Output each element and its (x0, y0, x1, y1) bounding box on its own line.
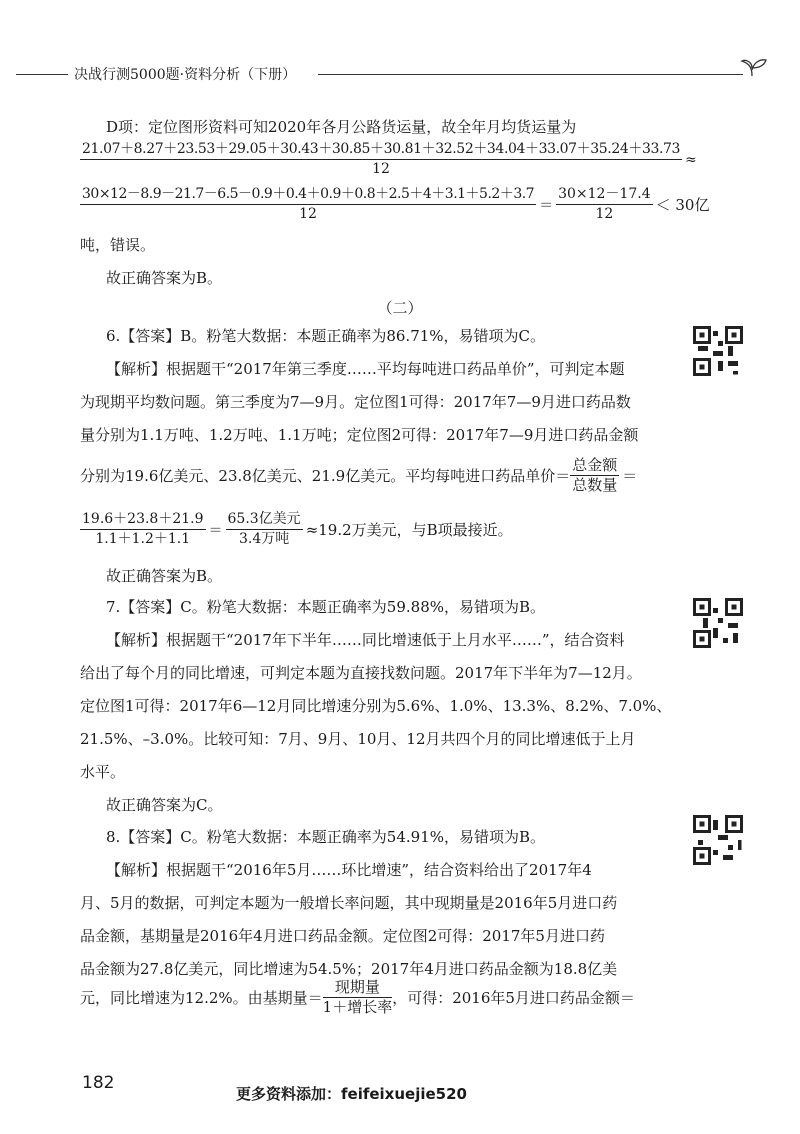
section-heading: （二） (377, 299, 423, 317)
qr-code-q7[interactable] (693, 598, 743, 648)
d-fraction-2 (80, 185, 536, 224)
running-header (16, 62, 756, 86)
d-fraction-1 (80, 140, 682, 179)
d-tail: 吨，错误。 (80, 236, 156, 254)
d-fraction-2-num: 30×12－8.9－21.7－6.5－0.9＋0.4＋0.9＋0.8＋2.5＋4＋3.1＋5.2＋3.7 (80, 185, 536, 205)
d-intro: D项：定位图形资料可知2020年各月公路货运量，故全年月均货运量为 (106, 118, 577, 136)
q8-line-1: 【解析】根据题干“2016年5月……环比增速”，结合资料给出了2017年4 (106, 861, 592, 879)
qr-code-icon (693, 326, 743, 376)
q6-fraction-a-den: 1.1＋1.2＋1.1 (95, 531, 191, 547)
q8-line-5-pre: 元，同比增速为12.2%。由基期量＝ (80, 989, 323, 1007)
q6-fraction-b-num: 65.3亿美元 (226, 510, 303, 530)
q7-conclusion: 故正确答案为C。 (106, 796, 223, 814)
q6-line-2: 为现期平均数问题。第三季度为7—9月。定位图1可得：2017年7—9月进口药品数 (80, 393, 631, 411)
d-fraction-3-den: 12 (595, 206, 614, 222)
d-formula-2 (80, 185, 712, 224)
qr-code-icon (693, 815, 743, 865)
page-number: 182 (82, 1073, 115, 1093)
q6-fraction-a (80, 510, 206, 549)
equals-sign: ＝ (208, 522, 223, 539)
q8-line-3: 品金额，基期量是2016年4月进口药品金额。定位图2可得：2017年5月进口药 (80, 927, 605, 945)
d-conclusion: 故正确答案为B。 (106, 269, 223, 287)
q8-line-5-post: ，可得：2016年5月进口药品金额＝ (392, 989, 635, 1007)
footer-note: 更多资料添加：feifeixuejie520 (236, 1085, 467, 1103)
equals-sign: ＝ (539, 197, 554, 214)
equals-sign: ＝ (622, 467, 638, 485)
q8-fraction (323, 978, 393, 1017)
qr-code-q6[interactable] (693, 326, 743, 376)
q6-fraction-total (570, 456, 619, 495)
q7-answer: 7.【答案】C。粉笔大数据：本题正确率为59.88%，易错项为B。 (106, 598, 546, 616)
header-title: 决战行测5000题·资料分析（下册） (74, 67, 297, 83)
d-fraction-3-num: 30×12－17.4 (556, 185, 653, 205)
q8-line-2: 月、5月的数据，可判定本题为一般增长率问题，其中现期量是2016年5月进口药 (80, 894, 618, 912)
q8-line-4: 品金额为27.8亿美元，同比增速为54.5%；2017年4月进口药品金额为18.8亿美 (80, 960, 618, 978)
q8-fraction-den: 1＋增长率 (322, 998, 393, 1016)
q7-line-3: 定位图1可得：2017年6—12月同比增速分别为5.6%、1.0%、13.3%、8.2%、7.0%、 (80, 697, 672, 715)
q7-line-2: 给出了每个月的同比增速，可判定本题为直接找数问题。2017年下半年为7—12月。 (80, 664, 642, 682)
d-formula-1 (80, 140, 700, 179)
q6-formula (80, 510, 516, 549)
less-than-text: ＜ 30亿 (655, 196, 710, 214)
q6-line-1: 【解析】根据题干“2017年第三季度……平均每吨进口药品单价”，可判定本题 (106, 360, 625, 378)
q6-line-3: 量分别为1.1万吨、1.2万吨、1.1万吨；定位图2可得：2017年7—9月进口药品金额 (80, 426, 639, 444)
q7-line-5: 水平。 (80, 763, 126, 781)
q8-line-5 (80, 978, 635, 1017)
q6-fraction-total-den: 总数量 (572, 476, 618, 494)
q7-line-1: 【解析】根据题干“2017年下半年……同比增速低于上月水平……”，结合资料 (106, 631, 625, 649)
q6-fraction-b-den: 3.4万吨 (238, 531, 290, 547)
q6-line-4 (80, 456, 640, 495)
d-fraction-3 (556, 185, 653, 224)
q6-line-4-text: 分别为19.6亿美元、23.8亿美元、21.9亿美元。平均每吨进口药品单价＝ (80, 467, 571, 485)
qr-code-q8[interactable] (693, 815, 743, 865)
approx-sign: ≈ (685, 151, 697, 168)
q6-result: ≈19.2万美元，与B项最接近。 (305, 521, 513, 539)
d-fraction-1-den: 12 (372, 161, 390, 177)
q6-fraction-total-num: 总金额 (572, 456, 618, 474)
q8-answer: 8.【答案】C。粉笔大数据：本题正确率为54.91%，易错项为B。 (106, 828, 546, 846)
qr-code-icon (693, 598, 743, 648)
d-fraction-1-num: 21.07＋8.27＋23.53＋29.05＋30.43＋30.85＋30.81＋32.52＋34.04＋33.07＋35.24＋33.73 (80, 140, 682, 160)
q7-line-4: 21.5%、–3.0%。比较可知：7月、9月、10月、12月共四个月的同比增速低于上月 (80, 730, 636, 748)
d-fraction-2-den: 12 (299, 206, 317, 222)
q8-fraction-num: 现期量 (323, 978, 393, 998)
q6-fraction-b (226, 510, 303, 549)
q6-conclusion: 故正确答案为B。 (106, 567, 223, 585)
sprout-icon (738, 56, 768, 78)
q6-answer: 6.【答案】B。粉笔大数据：本题正确率为86.71%，易错项为C。 (106, 327, 546, 345)
header-rule-right (318, 74, 743, 75)
header-rule-left (16, 74, 68, 75)
q6-fraction-a-num: 19.6＋23.8＋21.9 (80, 510, 206, 530)
